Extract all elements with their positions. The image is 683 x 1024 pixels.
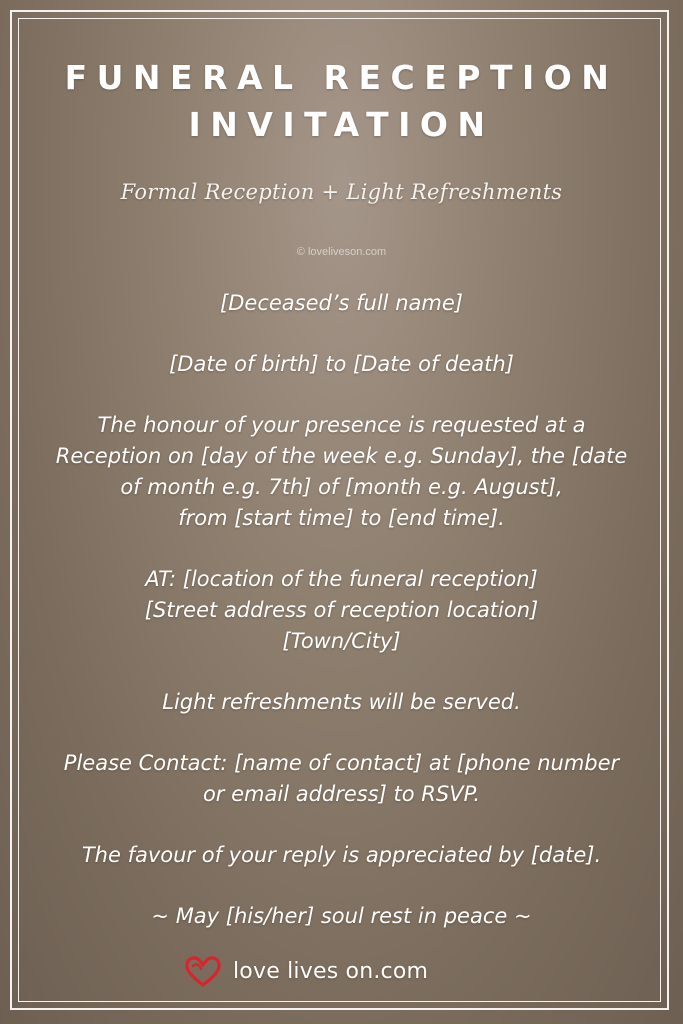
contact-line: or email address] to RSVP. xyxy=(202,782,481,806)
invitation-title-line-2: INVITATION xyxy=(188,105,495,144)
copyright-notice: © loveliveson.com xyxy=(296,246,387,258)
invitation-text-line: Reception on [day of the week e.g. Sunday], the [date xyxy=(55,444,628,468)
invitation-title-line-1: FUNERAL RECEPTION xyxy=(64,58,619,97)
dates-line: [Date of birth] to [Date of death] xyxy=(169,352,514,376)
heart-icon xyxy=(183,954,223,988)
location-line: AT: [location of the funeral reception] xyxy=(145,567,538,591)
invitation-text-line: The honour of your presence is requested at a xyxy=(97,413,586,437)
invitation-text-line: from [start time] to [end time]. xyxy=(178,506,505,530)
closing-line: ~ May [his/her] soul rest in peace ~ xyxy=(151,904,532,928)
deceased-name-line: [Deceased’s full name] xyxy=(220,291,463,315)
brand-logo xyxy=(183,953,428,989)
invitation-text-line: of month e.g. 7th] of [month e.g. August], xyxy=(120,475,563,499)
brand-logo-text: love lives on.com xyxy=(233,958,429,984)
town-city-line: [Town/City] xyxy=(282,629,401,653)
reply-line: The favour of your reply is appreciated by [date]. xyxy=(81,843,602,867)
street-address-line: [Street address of reception location] xyxy=(144,598,539,622)
invitation-subtitle: Formal Reception + Light Refreshments xyxy=(120,180,563,204)
refreshments-line: Light refreshments will be served. xyxy=(162,690,521,714)
contact-line: Please Contact: [name of contact] at [phone number xyxy=(63,751,620,775)
